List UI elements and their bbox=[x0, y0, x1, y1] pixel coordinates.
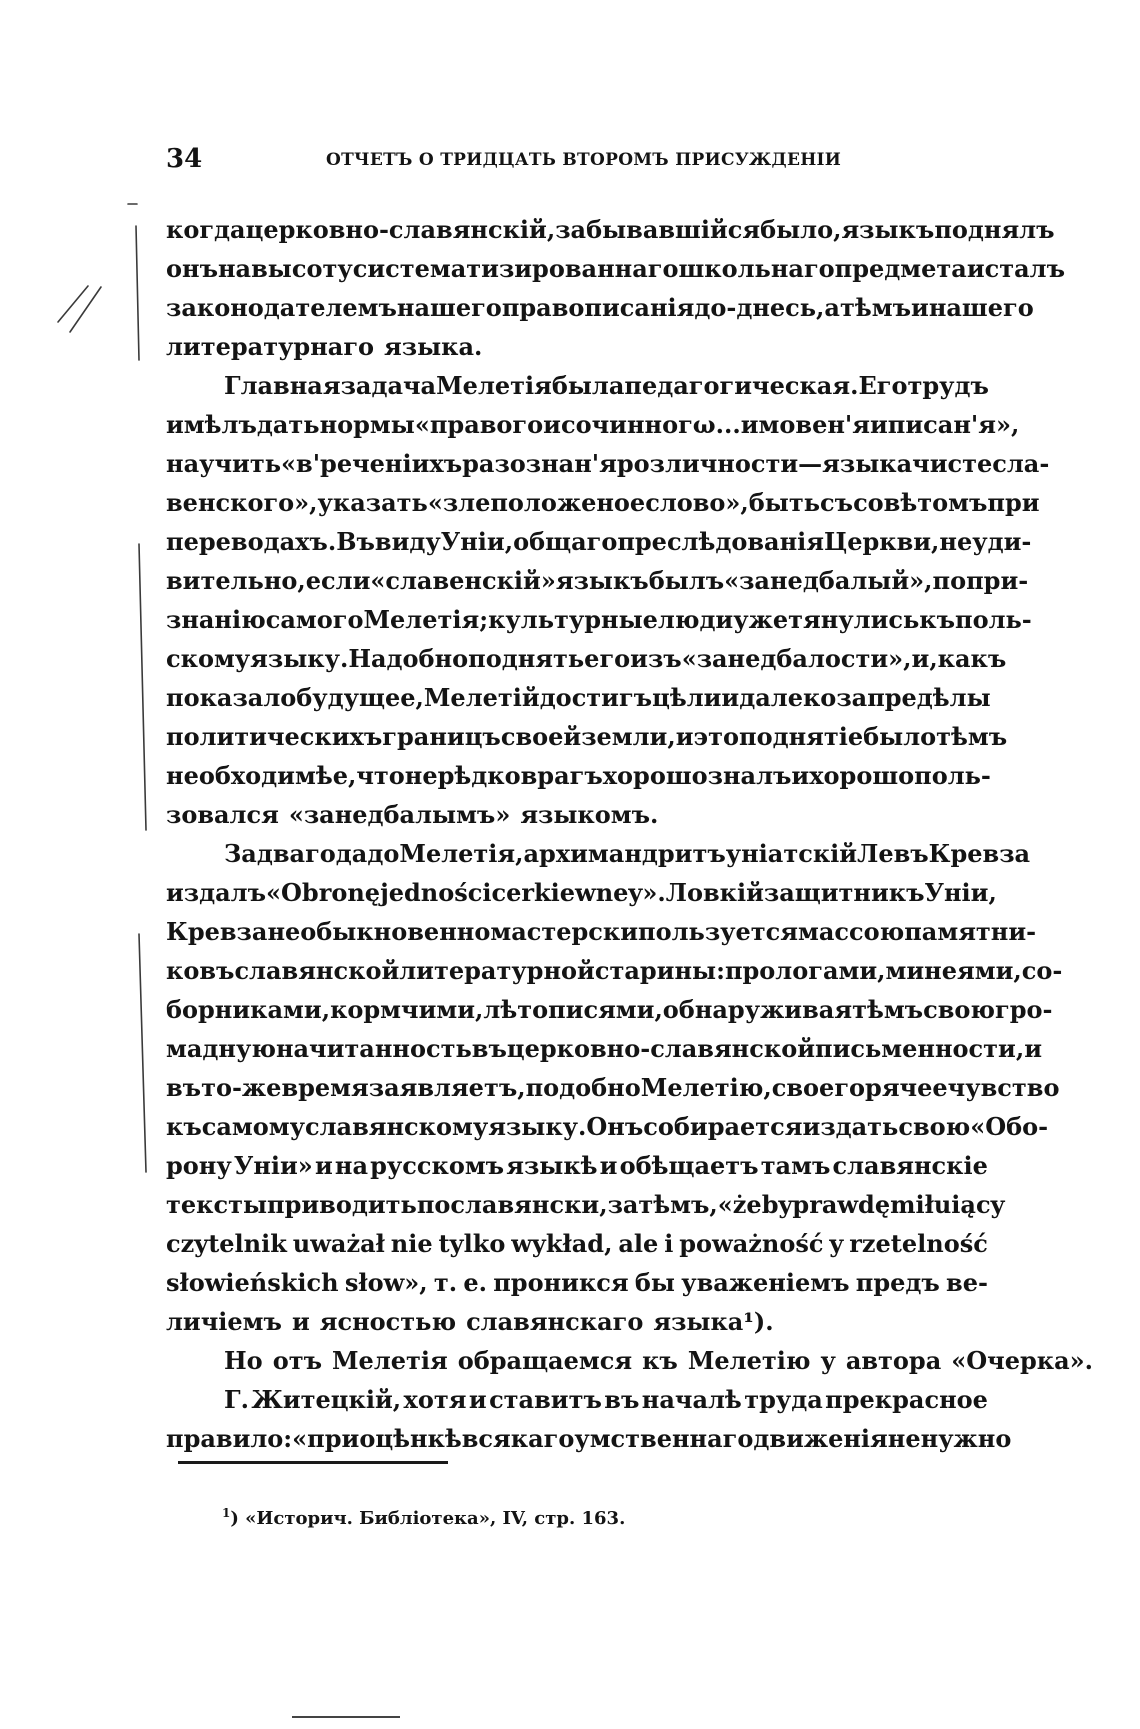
word: Онъ bbox=[586, 1112, 644, 1141]
word: массою bbox=[797, 917, 905, 946]
word: при bbox=[987, 488, 1040, 517]
word: ставитъ bbox=[489, 1385, 602, 1414]
word: свою bbox=[898, 1112, 971, 1141]
word: и bbox=[599, 1151, 618, 1180]
word: «правого bbox=[414, 410, 544, 439]
word: чувство bbox=[947, 1073, 1060, 1102]
word: tylko bbox=[438, 1229, 506, 1258]
word: чисте bbox=[912, 449, 993, 478]
word: школьнаго bbox=[678, 254, 835, 283]
word: правописанія bbox=[501, 293, 695, 322]
word: до bbox=[367, 839, 400, 868]
word: уди- bbox=[972, 527, 1032, 556]
word: Кревза bbox=[928, 839, 1031, 868]
word: славянскаго bbox=[466, 1307, 644, 1336]
footnote-text: ) «Историч. Библіотека», IV, стр. 163. bbox=[230, 1508, 626, 1529]
word: Уніи, bbox=[924, 878, 997, 907]
word: со- bbox=[1021, 956, 1063, 985]
text-line bbox=[166, 1302, 988, 1341]
word: въ bbox=[604, 1385, 640, 1414]
word: архимандритъ bbox=[523, 839, 726, 868]
word: лѣтописями, bbox=[483, 995, 663, 1024]
word: минеями, bbox=[885, 956, 1022, 985]
word: на bbox=[217, 254, 252, 283]
word: Надобно bbox=[348, 644, 469, 673]
word: nie bbox=[390, 1229, 433, 1258]
word: słow», bbox=[344, 1268, 428, 1297]
word: prawdę bbox=[792, 1190, 891, 1219]
word: За bbox=[224, 839, 257, 868]
text-line bbox=[166, 834, 1031, 873]
word: въ bbox=[471, 1034, 507, 1063]
bottom-scratch-mark bbox=[292, 1716, 400, 1718]
word: обнаруживая bbox=[662, 995, 853, 1024]
word: wykład, bbox=[511, 1229, 613, 1258]
word: необыкновенно bbox=[267, 917, 491, 946]
word: прологами, bbox=[724, 956, 886, 985]
word: Уніи» bbox=[233, 1151, 313, 1180]
word: движенія bbox=[753, 1424, 888, 1453]
word: Мелетія bbox=[331, 1346, 448, 1375]
word: два bbox=[256, 839, 306, 868]
text-line bbox=[166, 249, 1066, 288]
word: пользуется bbox=[638, 917, 798, 946]
word: Мелетія bbox=[436, 371, 552, 400]
word: розличности bbox=[616, 449, 799, 478]
word: политическихъ bbox=[166, 722, 383, 751]
word: законодателемъ bbox=[166, 293, 397, 322]
word: Уніи, bbox=[440, 527, 514, 556]
word: зовался bbox=[166, 800, 279, 829]
word: памятни- bbox=[904, 917, 1037, 946]
word: «зле bbox=[427, 488, 491, 517]
word: быть bbox=[748, 488, 821, 517]
word: rzetelność bbox=[849, 1229, 988, 1258]
word: необходимѣе, bbox=[166, 761, 357, 790]
word: указать bbox=[317, 488, 428, 517]
word: рѣдко bbox=[437, 761, 521, 790]
word: будущее, bbox=[296, 683, 424, 712]
word: тѣмъ bbox=[839, 293, 911, 322]
word: на bbox=[334, 1151, 368, 1180]
word: задача bbox=[340, 371, 437, 400]
word: тянулись bbox=[788, 605, 920, 634]
text-line bbox=[166, 1224, 988, 1263]
word: языкомъ. bbox=[520, 800, 659, 829]
word: не bbox=[939, 527, 973, 556]
word: положеное bbox=[490, 488, 646, 517]
word: время bbox=[281, 1073, 369, 1102]
running-title: ОТЧЕТЪ О ТРИДЦАТЬ ВТОРОМЪ ПРИСУЖДЕНIИ bbox=[326, 150, 842, 170]
margin-line-1 bbox=[136, 226, 139, 360]
word: славянскіе bbox=[832, 1151, 988, 1180]
word: сталъ bbox=[984, 254, 1066, 283]
word: до-днесь, bbox=[694, 293, 825, 322]
word: «занедбалымъ» bbox=[288, 800, 511, 829]
word: было bbox=[863, 722, 937, 751]
word: онъ bbox=[166, 254, 218, 283]
text-line bbox=[166, 1341, 1094, 1380]
word: нашего bbox=[928, 293, 1034, 322]
word: ясностью bbox=[319, 1307, 457, 1336]
word: языка¹). bbox=[653, 1307, 774, 1336]
word: тѣмъ bbox=[936, 722, 1008, 751]
word: Церкви, bbox=[824, 527, 940, 556]
word: поднялъ bbox=[934, 215, 1055, 244]
word: Въ bbox=[336, 527, 375, 556]
text-line bbox=[166, 717, 1008, 756]
word: сочинногω... bbox=[560, 410, 741, 439]
word: и, bbox=[911, 644, 938, 673]
word: какъ bbox=[937, 644, 1007, 673]
word: тексты bbox=[166, 1190, 268, 1219]
word: старины: bbox=[594, 956, 725, 985]
word: общаго bbox=[513, 527, 618, 556]
word: венского», bbox=[166, 488, 318, 517]
word: ве- bbox=[946, 1268, 988, 1297]
word: сла- bbox=[992, 449, 1050, 478]
word: ale bbox=[618, 1229, 659, 1258]
word: «żeby bbox=[717, 1190, 793, 1219]
word: уже bbox=[733, 605, 789, 634]
margin-line-3 bbox=[139, 934, 146, 1172]
word: рону bbox=[166, 1151, 232, 1180]
word: и bbox=[911, 293, 929, 322]
word: защитникъ bbox=[763, 878, 925, 907]
word: гро- bbox=[995, 995, 1053, 1024]
word: słowieńskich bbox=[166, 1268, 339, 1297]
word: Мелетію, bbox=[640, 1073, 772, 1102]
word: началѣ bbox=[641, 1385, 742, 1414]
footnote bbox=[222, 1506, 625, 1529]
word: и bbox=[869, 410, 888, 439]
word: свою bbox=[923, 995, 995, 1024]
word: изъ bbox=[630, 644, 682, 673]
word: дать bbox=[256, 410, 320, 439]
word: что bbox=[356, 761, 405, 790]
text-line bbox=[166, 873, 997, 912]
word: церковно-славянскій, bbox=[245, 215, 556, 244]
word: былъ bbox=[648, 566, 725, 595]
word: автора bbox=[845, 1346, 942, 1375]
footnote-rule bbox=[178, 1461, 448, 1464]
text-line bbox=[166, 1263, 988, 1302]
word: писан'я», bbox=[887, 410, 1020, 439]
margin-line-2 bbox=[139, 544, 146, 830]
word: языкъ bbox=[555, 566, 649, 595]
word: достигъ bbox=[539, 683, 653, 712]
footnote-marker: 1 bbox=[222, 1506, 231, 1520]
word: при- bbox=[966, 566, 1029, 595]
word: его bbox=[584, 644, 631, 673]
text-line bbox=[166, 639, 1007, 678]
word: педагогическая. bbox=[624, 371, 859, 400]
word: проникся bbox=[493, 1268, 629, 1297]
word: Г. bbox=[224, 1385, 249, 1414]
word: была bbox=[551, 371, 625, 400]
word: Левъ bbox=[857, 839, 929, 868]
word: совѣтомъ bbox=[853, 488, 988, 517]
word: «при bbox=[292, 1424, 360, 1453]
margin-slash-1 bbox=[58, 286, 88, 322]
text-line bbox=[166, 561, 1029, 600]
word: не bbox=[404, 761, 438, 790]
word: Кревза bbox=[166, 917, 268, 946]
body-text bbox=[166, 210, 1094, 1458]
word: письменности, bbox=[815, 1034, 1025, 1063]
word: переводахъ. bbox=[166, 527, 337, 556]
word: цѣли bbox=[652, 683, 722, 712]
word: издать bbox=[802, 1112, 899, 1141]
word: своей bbox=[500, 722, 582, 751]
word: «занедбалый», bbox=[724, 566, 933, 595]
word: уваженіемъ bbox=[681, 1268, 850, 1297]
word: Мелетія, bbox=[399, 839, 524, 868]
word: языку. bbox=[250, 644, 349, 673]
word: русскомъ bbox=[370, 1151, 505, 1180]
word: языка bbox=[822, 449, 913, 478]
page-header bbox=[166, 144, 988, 184]
word: собирается bbox=[643, 1112, 803, 1141]
word: прекрасное bbox=[825, 1385, 988, 1414]
word: обѣщаетъ bbox=[619, 1151, 759, 1180]
text-line bbox=[166, 1107, 1049, 1146]
word: научить bbox=[166, 449, 282, 478]
word: слово», bbox=[645, 488, 749, 517]
word: и bbox=[1024, 1034, 1042, 1063]
word: съ bbox=[820, 488, 854, 517]
word: тѣмъ bbox=[852, 995, 924, 1024]
word: забывавшійся bbox=[555, 215, 761, 244]
text-line bbox=[166, 990, 1053, 1029]
page-number: 34 bbox=[166, 144, 203, 174]
text-line bbox=[166, 1419, 1012, 1458]
word: языкъ bbox=[841, 215, 935, 244]
word: года bbox=[305, 839, 368, 868]
text-line bbox=[166, 1380, 988, 1419]
word: Мелетія; bbox=[363, 605, 489, 634]
word: умственнаго bbox=[574, 1424, 754, 1453]
word: было, bbox=[760, 215, 842, 244]
word: отъ bbox=[272, 1346, 322, 1375]
word: uważał bbox=[292, 1229, 385, 1258]
word: «славенскій» bbox=[370, 566, 556, 595]
word: Мелетій bbox=[423, 683, 540, 712]
text-line bbox=[166, 483, 1040, 522]
word: земли, bbox=[581, 722, 676, 751]
text-line bbox=[166, 795, 988, 834]
word: то-же bbox=[201, 1073, 282, 1102]
text-line bbox=[166, 327, 988, 366]
word: зналъ bbox=[707, 761, 792, 790]
word: свое bbox=[771, 1073, 835, 1102]
word: предѣлы bbox=[867, 683, 991, 712]
word: т. bbox=[433, 1268, 458, 1297]
word: обращаемся bbox=[457, 1346, 633, 1375]
word: и bbox=[966, 254, 985, 283]
word: хорошо bbox=[602, 761, 708, 790]
word: врагъ bbox=[520, 761, 603, 790]
word: начитанность bbox=[275, 1034, 472, 1063]
word: знанію bbox=[166, 605, 266, 634]
word: и bbox=[791, 761, 810, 790]
word: а bbox=[824, 293, 840, 322]
word: и bbox=[468, 1385, 487, 1414]
word: бы bbox=[634, 1268, 675, 1297]
word: miłuiący bbox=[890, 1190, 1005, 1219]
word: не bbox=[887, 1424, 921, 1453]
word: и bbox=[291, 1307, 310, 1336]
word: мовен'я bbox=[758, 410, 870, 439]
word: jedności bbox=[380, 878, 492, 907]
word: мастерски bbox=[490, 917, 639, 946]
word: труда bbox=[744, 1385, 823, 1414]
word: и bbox=[675, 722, 694, 751]
word: затѣмъ, bbox=[607, 1190, 718, 1219]
word: всякаго bbox=[461, 1424, 575, 1453]
word: «Очерка». bbox=[951, 1346, 1094, 1375]
word: церковно-славянской bbox=[506, 1034, 816, 1063]
word: y bbox=[829, 1229, 844, 1258]
text-line bbox=[166, 444, 1050, 483]
word: это bbox=[693, 722, 740, 751]
word: по bbox=[932, 566, 967, 595]
text-line bbox=[166, 210, 1055, 249]
word: у bbox=[820, 1346, 836, 1375]
word: Его bbox=[858, 371, 908, 400]
word: мадную bbox=[166, 1034, 276, 1063]
word: «занедбалости», bbox=[681, 644, 912, 673]
word: подобно bbox=[525, 1073, 641, 1102]
word: предмета bbox=[834, 254, 967, 283]
word: и bbox=[543, 410, 561, 439]
word: борниками, bbox=[166, 995, 331, 1024]
word: — bbox=[798, 449, 823, 478]
margin-slash-2 bbox=[70, 287, 101, 332]
word: заявляетъ, bbox=[368, 1073, 526, 1102]
word: самого bbox=[265, 605, 364, 634]
word: высоту bbox=[251, 254, 353, 283]
text-line bbox=[166, 1146, 988, 1185]
word: уніатскій bbox=[725, 839, 858, 868]
word: Житецкій, bbox=[251, 1385, 402, 1414]
text-line bbox=[166, 522, 1032, 561]
word: люди bbox=[657, 605, 734, 634]
word: «Obronę bbox=[266, 878, 381, 907]
text-line bbox=[166, 912, 1037, 951]
word: ковъ bbox=[166, 956, 235, 985]
word: скому bbox=[166, 644, 251, 673]
word: Ловкій bbox=[665, 878, 764, 907]
word: литературной bbox=[399, 956, 595, 985]
word: и bbox=[314, 1151, 333, 1180]
word: поднять bbox=[468, 644, 585, 673]
word: въ bbox=[166, 1073, 202, 1102]
word: тамъ bbox=[760, 1151, 831, 1180]
word: языку. bbox=[488, 1112, 587, 1141]
word: и bbox=[740, 410, 759, 439]
word: личіемъ bbox=[166, 1307, 282, 1336]
word: литературнаго bbox=[166, 332, 375, 361]
word: къ bbox=[919, 605, 956, 634]
word: приводить bbox=[267, 1190, 417, 1219]
word: по bbox=[416, 1190, 451, 1219]
word: czytelnik bbox=[166, 1229, 287, 1258]
word: хорошо bbox=[809, 761, 915, 790]
word: далеко bbox=[739, 683, 837, 712]
word: Мелетію bbox=[687, 1346, 811, 1375]
text-line bbox=[166, 1185, 1005, 1224]
word: нашего bbox=[396, 293, 502, 322]
text-line bbox=[166, 1068, 1060, 1107]
word: горячее bbox=[834, 1073, 948, 1102]
word: cerkiewney». bbox=[491, 878, 666, 907]
word: хотя bbox=[403, 1385, 467, 1414]
word: культурные bbox=[488, 605, 658, 634]
text-line bbox=[166, 1029, 1042, 1068]
word: поднятіе bbox=[739, 722, 864, 751]
word: показало bbox=[166, 683, 297, 712]
word: трудъ bbox=[907, 371, 989, 400]
word: славянской bbox=[234, 956, 400, 985]
word: разознан'я bbox=[462, 449, 617, 478]
text-line bbox=[166, 600, 1032, 639]
word: правило: bbox=[166, 1424, 293, 1453]
word: когда bbox=[166, 215, 246, 244]
word: имѣлъ bbox=[166, 410, 257, 439]
word: славянскому bbox=[304, 1112, 489, 1141]
word: «в'реченіихъ bbox=[281, 449, 463, 478]
text-line bbox=[166, 288, 1034, 327]
word: систематизированнаго bbox=[352, 254, 679, 283]
text-line bbox=[166, 405, 1020, 444]
word: i bbox=[664, 1229, 674, 1258]
text-line bbox=[166, 366, 988, 405]
word: преслѣдованія bbox=[617, 527, 824, 556]
word: виду bbox=[374, 527, 441, 556]
word: poważność bbox=[679, 1229, 824, 1258]
word: самому bbox=[201, 1112, 305, 1141]
text-line bbox=[166, 678, 991, 717]
word: оцѣнкѣ bbox=[359, 1424, 462, 1453]
word: поль- bbox=[914, 761, 991, 790]
word: къ bbox=[642, 1346, 678, 1375]
word: кормчими, bbox=[330, 995, 484, 1024]
word: границъ bbox=[382, 722, 501, 751]
word: языка. bbox=[384, 332, 483, 361]
text-line bbox=[166, 756, 991, 795]
word: и bbox=[721, 683, 740, 712]
word: е. bbox=[463, 1268, 487, 1297]
word: если bbox=[305, 566, 371, 595]
word: вительно, bbox=[166, 566, 306, 595]
word: славянски, bbox=[450, 1190, 608, 1219]
word: нужно bbox=[920, 1424, 1012, 1453]
word: поль- bbox=[955, 605, 1032, 634]
word: Главная bbox=[224, 371, 341, 400]
word: предъ bbox=[855, 1268, 940, 1297]
word: за bbox=[836, 683, 868, 712]
word: издалъ bbox=[166, 878, 266, 907]
word: «Обо- bbox=[970, 1112, 1049, 1141]
word: нормы bbox=[319, 410, 415, 439]
word: Но bbox=[224, 1346, 263, 1375]
word: языкѣ bbox=[506, 1151, 598, 1180]
text-line bbox=[166, 951, 1063, 990]
word: къ bbox=[166, 1112, 202, 1141]
